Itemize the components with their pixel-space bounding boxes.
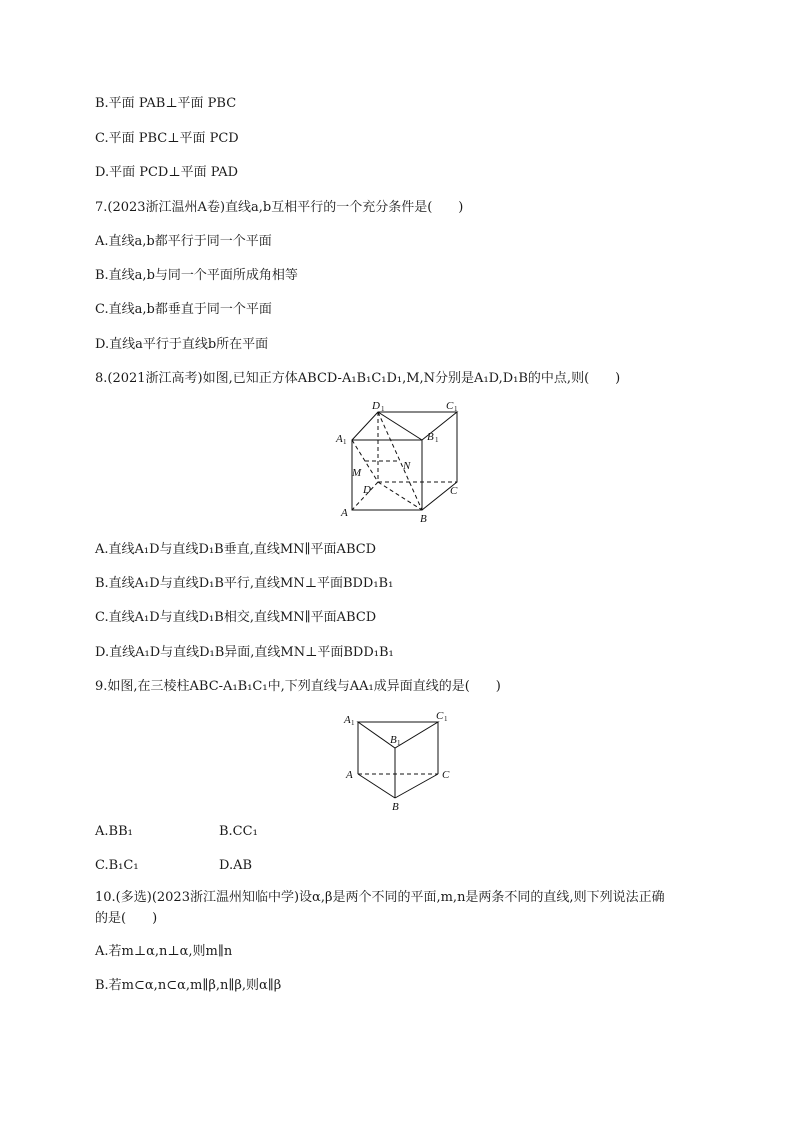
label-b1-sub: 1 (397, 739, 401, 747)
q9-option-b: B.CC₁ (219, 824, 258, 839)
label-c: C (442, 769, 450, 781)
label-c1-sub: 1 (444, 715, 448, 723)
label-c: C (450, 485, 458, 497)
q10-option-b: B.若m⊂α,n⊂α,m∥β,n∥β,则α∥β (95, 978, 282, 993)
label-d: D (363, 484, 371, 496)
label-m: M (352, 467, 362, 479)
prism-figure (340, 708, 470, 813)
q8-stem: 8.(2021浙江高考)如图,已知正方体ABCD-A₁B₁C₁D₁,M,N分别是A₁D,D₁B的中点,则( ) (95, 371, 621, 386)
label-a1-sub: 1 (351, 719, 355, 727)
label-b: B (420, 513, 427, 525)
q8-option-b: B.直线A₁D与直线D₁B平行,直线MN⊥平面BDD₁B₁ (95, 576, 394, 591)
cube-figure (330, 398, 470, 528)
q10-stem-line2: 的是( ) (95, 911, 158, 926)
label-b1-sub: 1 (435, 436, 439, 444)
q9-option-a: A.BB₁ (95, 824, 133, 839)
q6-option-c: C.平面 PBC⊥平面 PCD (95, 131, 239, 146)
label-d1-sub: 1 (381, 405, 385, 413)
q10-option-a: A.若m⊥α,n⊥α,则m∥n (95, 944, 233, 959)
label-d1: D (372, 400, 380, 412)
q8-option-d: D.直线A₁D与直线D₁B异面,直线MN⊥平面BDD₁B₁ (95, 645, 394, 660)
q9-stem: 9.如图,在三棱柱ABC-A₁B₁C₁中,下列直线与AA₁成异面直线的是( ) (95, 679, 501, 694)
q9-option-d: D.AB (219, 858, 253, 873)
label-c1: C (446, 400, 454, 412)
q8-option-a: A.直线A₁D与直线D₁B垂直,直线MN∥平面ABCD (95, 542, 377, 557)
q7-option-d: D.直线a平行于直线b所在平面 (95, 337, 269, 352)
label-a: A (346, 769, 353, 781)
q8-option-c: C.直线A₁D与直线D₁B相交,直线MN∥平面ABCD (95, 610, 377, 625)
label-a: A (341, 507, 348, 519)
label-c1: C (436, 710, 444, 722)
label-a1: A (336, 433, 343, 445)
label-a1: A (344, 714, 351, 726)
q7-option-a: A.直线a,b都平行于同一个平面 (95, 234, 272, 249)
label-a1-sub: 1 (343, 438, 347, 446)
label-n: N (403, 460, 411, 472)
q7-option-b: B.直线a,b与同一个平面所成角相等 (95, 268, 298, 283)
q6-option-d: D.平面 PCD⊥平面 PAD (95, 165, 239, 180)
label-b: B (392, 801, 399, 813)
q10-stem-line1: 10.(多选)(2023浙江温州知临中学)设α,β是两个不同的平面,m,n是两条不同的直线,则下列说法正确 (95, 890, 665, 905)
label-b1: B (390, 734, 397, 746)
label-b1: B (427, 431, 434, 443)
q7-option-c: C.直线a,b都垂直于同一个平面 (95, 302, 272, 317)
q6-option-b: B.平面 PAB⊥平面 PBC (95, 96, 237, 111)
q7-stem: 7.(2023浙江温州A卷)直线a,b互相平行的一个充分条件是( ) (95, 200, 464, 215)
q9-option-c: C.B₁C₁ (95, 858, 139, 873)
label-c1-sub: 1 (454, 405, 458, 413)
